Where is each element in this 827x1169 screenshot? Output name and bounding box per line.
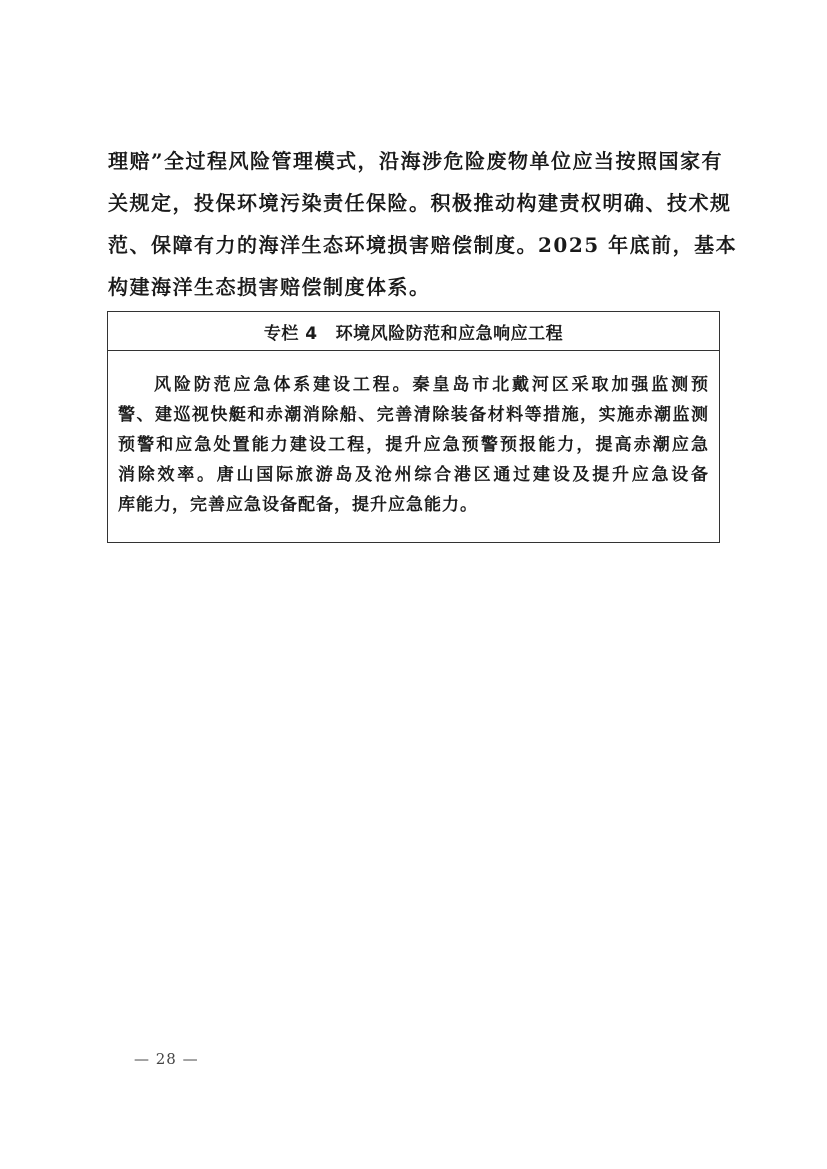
column-box-line: 警、建巡视快艇和赤潮消除船、完善清除装备材料等措施，实施赤潮监测 <box>118 405 709 425</box>
column-box-line: 库能力，完善应急设备配备，提升应急能力。 <box>118 495 478 515</box>
column-box <box>107 311 720 543</box>
column-box-header <box>108 312 719 351</box>
column-box-title: 环境风险防范和应急响应工程 <box>335 323 564 344</box>
column-box-label: 专栏 4 <box>263 323 318 344</box>
column-box-line: 消除效率。唐山国际旅游岛及沧州综合港区通过建设及提升应急设备 <box>118 465 709 485</box>
paragraph-line: 关规定，投保环境污染责任保险。积极推动构建责权明确、技术规 <box>108 191 732 215</box>
column-box-line: 预警和应急处置能力建设工程，提升应急预警预报能力，提高赤潮应急 <box>118 435 709 455</box>
page-number: — 28 — <box>134 1050 199 1068</box>
column-box-body <box>108 351 719 520</box>
body-paragraph <box>108 140 738 308</box>
paragraph-line: 范、保障有力的海洋生态环境损害赔偿制度。2025 年底前，基本 <box>108 233 738 257</box>
column-box-line: 风险防范应急体系建设工程。秦皇岛市北戴河区采取加强监测预 <box>154 375 709 395</box>
paragraph-line: 理赔”全过程风险管理模式，沿海涉危险废物单位应当按照国家有 <box>108 149 724 173</box>
paragraph-line: 构建海洋生态损害赔偿制度体系。 <box>108 275 431 299</box>
